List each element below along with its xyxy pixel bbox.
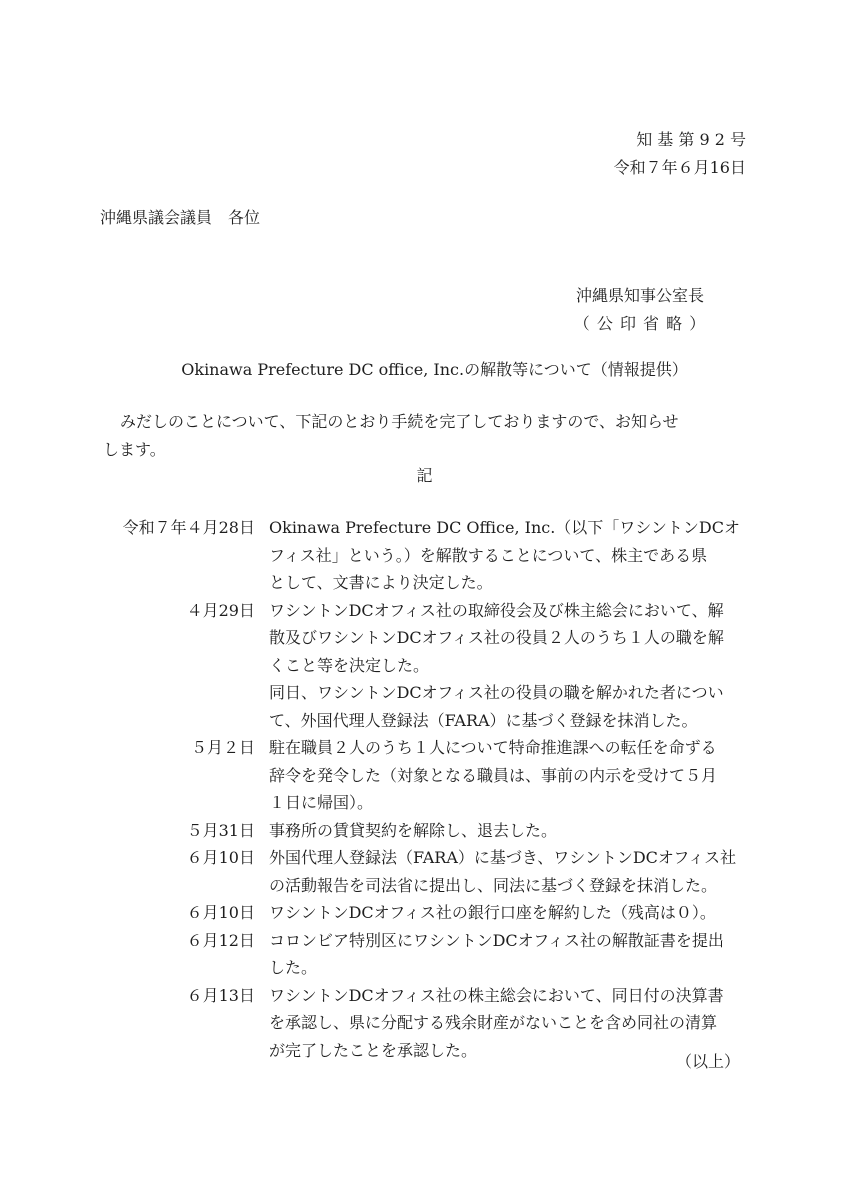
document-number: 知 基 第 9 2 号 xyxy=(636,130,746,149)
entry-line: コロンビア特別区にワシントンDCオフィス社の解散証書を提出 xyxy=(269,930,724,950)
entry-date: ６月12日 xyxy=(186,930,255,950)
timeline-entry xyxy=(100,927,760,982)
entry-line: ワシントンDCオフィス社の取締役会及び株主総会において、解 xyxy=(269,600,724,620)
entry-date: ６月10日 xyxy=(186,848,255,867)
seal-omitted-note: （ 公 印 省 略 ） xyxy=(573,314,707,333)
entry-line: ワシントンDCオフィス社の銀行口座を解約した（残高は０）。 xyxy=(269,903,716,922)
timeline-entry xyxy=(100,899,760,927)
entry-description xyxy=(269,927,739,982)
entry-line: の活動報告を司法省に提出し、同法に基づく登録を抹消した。 xyxy=(269,875,718,895)
timeline-entry xyxy=(100,734,760,817)
intro-line-2: します。 xyxy=(103,440,166,459)
document-date: 令和７年６月16日 xyxy=(613,158,746,177)
entry-line: 駐在職員２人のうち１人について特命推進課への転任を命ずる xyxy=(269,738,717,757)
ki-heading: 記 xyxy=(416,466,433,485)
entry-line: ワシントンDCオフィス社の株主総会において、同日付の決算書 xyxy=(269,985,724,1005)
document-subject: Okinawa Prefecture DC office, Inc.の解散等について（情報提供） xyxy=(181,360,688,379)
intro-line-1: みだしのことについて、下記のとおり手続を完了しておりますので、お知らせ xyxy=(120,412,679,431)
entry-line: を承認し、県に分配する残余財産がないことを含め同社の清算 xyxy=(269,1013,718,1032)
entry-description xyxy=(269,514,739,597)
entry-date: ６月13日 xyxy=(186,985,255,1005)
entry-line: 外国代理人登録法（FARA）に基づき、ワシントンDCオフィス社 xyxy=(269,848,737,867)
entry-description xyxy=(269,597,739,735)
entry-line: Okinawa Prefecture DC Office, Inc.（以下「ワシントンDCオ xyxy=(269,518,740,537)
entry-line: 辞令を発令した（対象となる職員は、事前の内示を受けて５月 xyxy=(269,765,718,785)
entry-line: 同日、ワシントンDCオフィス社の役員の職を解かれた者につい xyxy=(269,683,724,702)
entry-description xyxy=(269,844,739,899)
entry-date: ５月31日 xyxy=(186,820,255,840)
timeline-entry xyxy=(100,597,760,735)
sender-title: 沖縄県知事公室長 xyxy=(575,286,704,305)
entry-description xyxy=(269,817,739,845)
timeline-entry xyxy=(100,844,760,899)
recipient: 沖縄県議会議員 各位 xyxy=(100,208,261,227)
entry-date: ４月29日 xyxy=(186,600,255,620)
entry-date: ５月２日 xyxy=(190,738,255,757)
entry-line: として、文書により決定した。 xyxy=(269,573,493,592)
entry-line: した。 xyxy=(269,958,318,977)
entry-line: が完了したことを承認した。 xyxy=(269,1040,478,1060)
entry-line: て、外国代理人登録法（FARA）に基づく登録を抹消した。 xyxy=(269,710,698,730)
entry-line: 事務所の賃貸契約を解除し、退去した。 xyxy=(269,820,558,840)
entry-line: くこと等を決定した。 xyxy=(269,655,430,675)
entry-description xyxy=(269,899,739,927)
timeline-entry xyxy=(100,817,760,845)
timeline-entry xyxy=(100,514,760,597)
entry-line: フィス社」という。）を解散することについて、株主である県 xyxy=(269,545,708,565)
closing-mark: （以上） xyxy=(675,1052,740,1071)
entry-date: 令和７年４月28日 xyxy=(122,518,255,537)
entry-line: １日に帰国）。 xyxy=(269,793,374,812)
entry-description xyxy=(269,734,739,817)
entry-date: ６月10日 xyxy=(186,903,255,922)
entry-line: 散及びワシントンDCオフィス社の役員２人のうち１人の職を解 xyxy=(269,628,724,647)
timeline-entries xyxy=(100,514,760,1064)
